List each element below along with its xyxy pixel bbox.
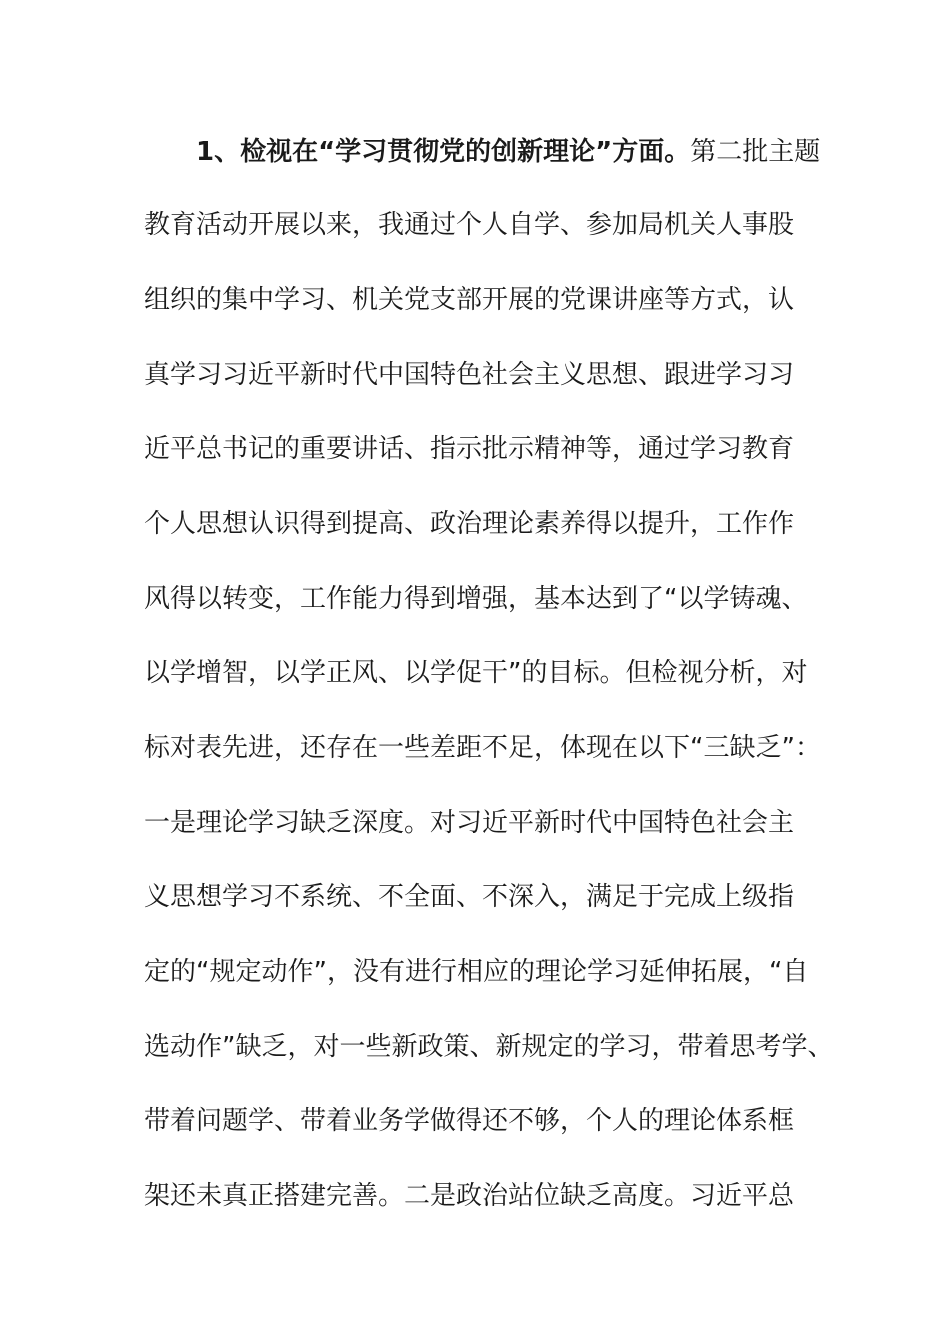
paragraph-line: 选动作”缺乏，对一些新政策、新规定的学习，带着思考学、	[144, 1032, 834, 1062]
paragraph-line: 个人思想认识得到提高、政治理论素养得以提升，工作作	[144, 509, 795, 539]
paragraph-line	[196, 132, 916, 172]
paragraph-line: 风得以转变，工作能力得到增强，基本达到了“以学铸魂、	[144, 584, 808, 614]
paragraph-line: 组织的集中学习、机关党支部开展的党课讲座等方式，认	[144, 285, 795, 315]
paragraph-text: 第二批主题	[690, 137, 821, 167]
paragraph-line: 标对表先进，还存在一些差距不足，体现在以下“三缺乏”：	[144, 733, 821, 763]
paragraph-line: 架还未真正搭建完善。二是政治站位缺乏高度。习近平总	[144, 1181, 795, 1211]
paragraph-line: 以学增智，以学正风、以学促干”的目标。但检视分析，对	[144, 658, 808, 688]
paragraph-line: 近平总书记的重要讲话、指示批示精神等，通过学习教育	[144, 434, 795, 464]
paragraph-line: 教育活动开展以来，我通过个人自学、参加局机关人事股	[144, 210, 795, 240]
paragraph-line: 一是理论学习缺乏深度。对习近平新时代中国特色社会主	[144, 808, 795, 838]
paragraph-line: 定的“规定动作”，没有进行相应的理论学习延伸拓展，“自	[144, 957, 809, 987]
section-heading: 1、检视在“学习贯彻党的创新理论”方面。	[196, 137, 691, 167]
paragraph-line: 义思想学习不系统、不全面、不深入，满足于完成上级指	[144, 882, 795, 912]
paragraph-line: 真学习习近平新时代中国特色社会主义思想、跟进学习习	[144, 360, 795, 390]
paragraph-line: 带着问题学、带着业务学做得还不够，个人的理论体系框	[144, 1106, 795, 1136]
